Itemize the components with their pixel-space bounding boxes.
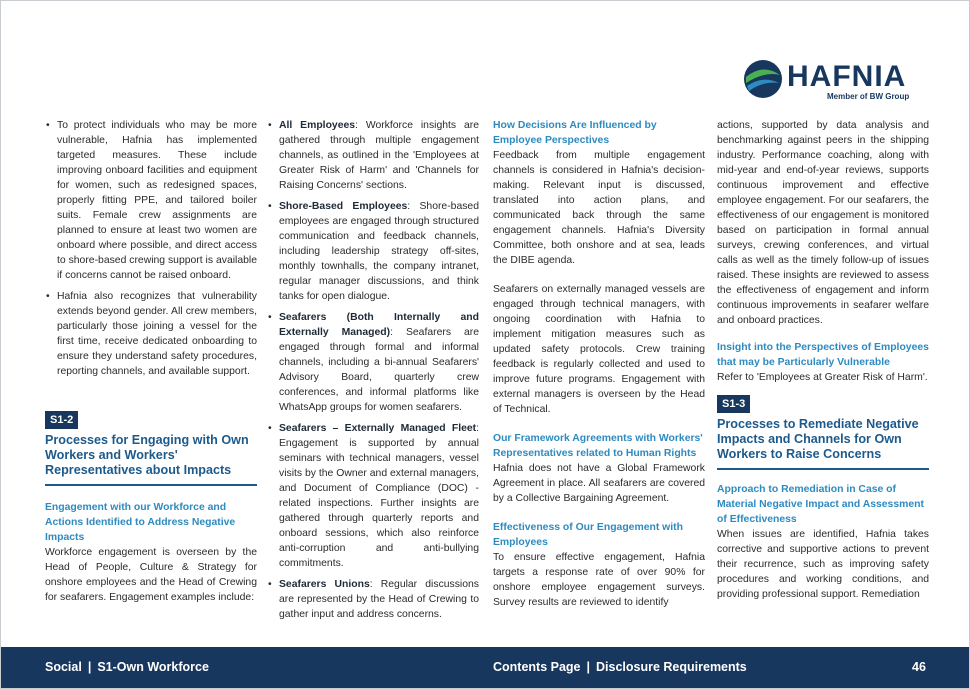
disclosure-requirements-link[interactable]: Disclosure Requirements: [596, 660, 747, 674]
subheading: How Decisions Are Influenced by Employee Perspectives: [493, 120, 657, 146]
subheading: Insight into the Perspectives of Employees that may be Particularly Vulnerable: [717, 342, 929, 368]
paragraph: Feedback from multiple engagement channels is considered in Hafnia's decision-making. Relevant input is discussed, translated into action plans, and communicated back through the same engagement channels. Hafnia's Diversity Committee, both onshore and at sea, leads the DIBE agenda.: [493, 150, 705, 266]
bullet-item: [267, 421, 479, 571]
bullet-item: [267, 118, 479, 193]
bullet-label: Shore-Based Employees: [279, 201, 408, 212]
subheading: Our Framework Agreements with Workers' Representatives related to Human Rights: [493, 433, 703, 459]
bullet-item: • To protect individuals who may be more vulnerable, Hafnia has implemented targeted measures. These include improving onboard facilities and equipment for women, such as redesigned spaces, properly fitting PPE, and tailored boiler suits. Female crew assignments are planned to ensure at least two women are onboard where possible, and direct access to shore-based crewing support is available if concerns cannot be raised onboard.: [45, 118, 257, 283]
paragraph: actions, supported by data analysis and benchmarking against peers in the shipping industry. Performance coaching, along with mid-year and end-of-year reviews, supports continuous improvement and effective employee engagement. For our seafarers, the effectiveness of our engagement is monitored based on participation in formal annual surveys, crewing conferences, and virtual calls as well as the timely follow-up of issues raised. These insights are reviewed to assess the effectiveness of engagement and inform continuous improvements in seafarer welfare and onboard practices.: [717, 120, 929, 326]
section-title: Processes for Engaging with Own Workers and Workers' Representatives about Impacts: [45, 433, 257, 486]
section-title: Processes to Remediate Negative Impacts and Channels for Own Workers to Raise Concerns: [717, 417, 929, 470]
bullet-item: [267, 310, 479, 415]
bullet-label: Seafarers Unions: [279, 579, 370, 590]
paragraph: When issues are identified, Hafnia takes corrective and supportive actions to prevent their recurrence, such as improving safety procedures and working conditions, and providing professional support. Remediation: [717, 529, 929, 600]
column-4: [717, 118, 929, 616]
section-tag: S1-2: [45, 411, 78, 429]
page-number: 46: [912, 660, 926, 674]
subheading: Engagement with our Workforce and Actions Identified to Address Negative Impacts: [45, 502, 236, 543]
bullet-item: [267, 577, 479, 622]
paragraph: Workforce engagement is overseen by the Head of People, Culture & Strategy for onshore employees and the Head of Crewing for seafarers. Engagement examples include:: [45, 547, 257, 603]
logo-tagline: Member of BW Group: [827, 92, 910, 101]
paragraph: To ensure effective engagement, Hafnia targets a response rate of over 90% for onshore employee engagement surveys. Survey results are reviewed to identify: [493, 552, 705, 608]
footer-subsection-link[interactable]: S1-Own Workforce: [97, 660, 209, 674]
footer-section-link[interactable]: Social: [45, 660, 82, 674]
bullet-text: : Regular discussions are represented by the Head of Crewing to gather input and address concerns.: [279, 579, 479, 620]
subheading: Effectiveness of Our Engagement with Employees: [493, 522, 683, 548]
section-tag: S1-3: [717, 395, 750, 413]
company-logo: [741, 57, 931, 107]
footer-divider: |: [87, 660, 92, 674]
paragraph: Refer to 'Employees at Greater Risk of Harm'.: [717, 372, 928, 383]
page-footer: [1, 647, 969, 688]
bullet-item: • Hafnia also recognizes that vulnerability extends beyond gender. All crew members, particularly those joining a vessel for the first time, receive dedicated onboarding to ensure they understand safety procedures, reporting channels, and available support.: [45, 289, 257, 379]
bullet-label: Seafarers (Both Internally and Externally Managed): [279, 312, 479, 338]
bullet-text: : Engagement is supported by annual seminars with technical managers, vessel visits by the Owner and external managers, and Document of Compliance (DOC) -related inspections. Further insights are gathered through quarterly reports and onboard sessions, which also reinforce anti-corruption and anti-bullying commitments.: [279, 423, 479, 569]
bullet-label: All Employees: [279, 120, 356, 131]
paragraph: Hafnia does not have a Global Framework Agreement in place. All seafarers are covered by a Collective Bargaining Agreement.: [493, 463, 705, 504]
footer-nav: [493, 660, 747, 674]
column-2: [267, 118, 479, 628]
contents-page-link[interactable]: Contents Page: [493, 660, 581, 674]
column-1: [45, 118, 257, 619]
bullet-item: [267, 199, 479, 304]
bullet-text: : Seafarers are engaged through formal and informal channels, including a bi-annual Seafarers' Advisory Board, quarterly crew conferences, and informal platforms like WhatsApp groups for women seafarers.: [279, 327, 479, 413]
subheading: Approach to Remediation in Case of Material Negative Impact and Assessment of Effectiveness: [717, 484, 924, 525]
footer-breadcrumb: [45, 660, 209, 674]
paragraph: Seafarers on externally managed vessels are engaged through technical managers, with ongoing coordination with Hafnia to implement mitigation measures such as updated safety protocols. Crew training feedback is regularly collected and used to improve future programs. Engagement with external managers is overseen by the Head of Technical.: [493, 284, 705, 415]
bullet-text: : Shore-based employees are engaged through structured communication and feedback channels, including leadership strategy off-sites, monthly townhalls, the company intranet, regular manager discussions, and think tanks for open dialogue.: [279, 201, 479, 302]
footer-divider: |: [586, 660, 591, 674]
logo-wordmark: HAFNIA: [787, 60, 907, 93]
column-3: [493, 118, 705, 624]
hafnia-emblem-icon: [743, 59, 783, 99]
bullet-text: : Workforce insights are gathered through multiple engagement channels, as outlined in the 'Employees at Greater Risk of Harm' and 'Channels for Raising Concerns' sections.: [279, 120, 480, 191]
bullet-label: Seafarers – Externally Managed Fleet: [279, 423, 477, 434]
